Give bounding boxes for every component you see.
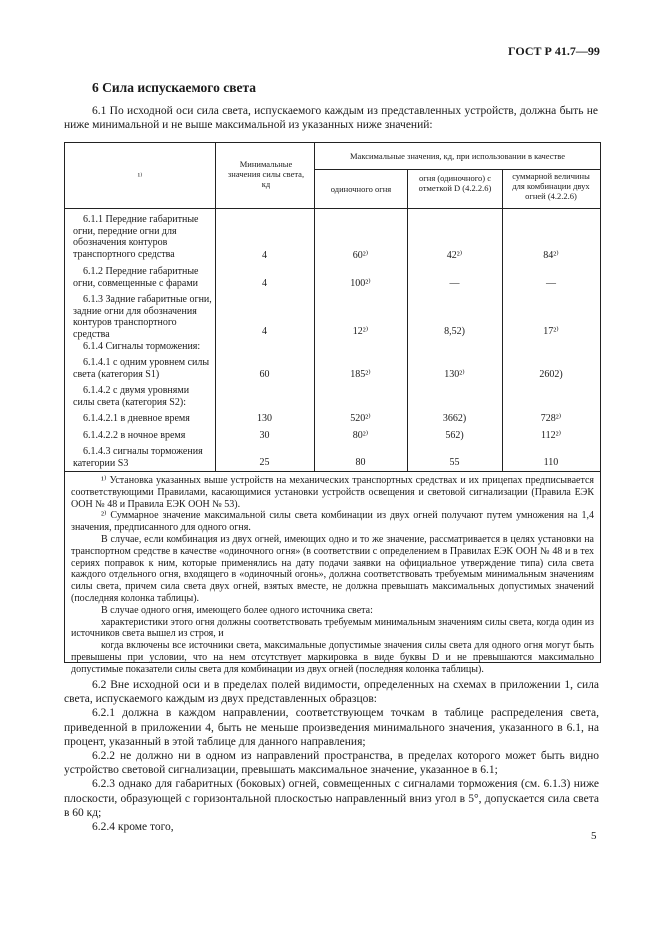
table-row-label: 6.1.4.2 с двумя уровнями силы света (категория S2): xyxy=(73,385,190,408)
table-cell: 17²⁾ xyxy=(543,326,559,337)
single-header: одиночного огня xyxy=(330,184,392,194)
footnote-2: ²⁾ Суммарное значение максимальной силы света комбинации из двух огней получают путем умножения на 1,4 значения, предписанного для одного огня. xyxy=(71,510,594,534)
table-row-label: 6.1.4.2.1 в дневное время xyxy=(83,413,190,424)
footnote-ref-header: ¹⁾ xyxy=(137,171,143,181)
table-cell: 112²⁾ xyxy=(540,430,562,441)
table-cell: 80 xyxy=(355,457,366,468)
standard-code: ГОСТ Р 41.7—99 xyxy=(508,44,600,58)
table-row-label: 6.1.4.2.2 в ночное время xyxy=(83,430,186,441)
table-row-label: 6.1.1 Передние габаритные огни, передние огни для обозначения контуров транспортного средства xyxy=(73,214,199,260)
note-paragraph: В случае одного огня, имеющего более одного источника света: xyxy=(101,604,373,616)
table-cell: 60 xyxy=(259,369,270,380)
intro-paragraph: 6.1 По исходной оси сила света, испускаемого каждым из представленных устройств, должна быть не ниже минимальной и не выше максимальной из указанных ниже значений: xyxy=(64,105,598,131)
d-header: огня (одиночного) с отметкой D (4.2.2.6) xyxy=(418,173,492,193)
table-cell: 130²⁾ xyxy=(444,369,465,380)
table-row-label: 6.1.3 Задние габаритные огни, задние огни для обозначения контуров транспортного средства xyxy=(73,294,212,340)
table-cell: 562) xyxy=(445,430,464,441)
table-row-label: 6.1.4 Сигналы торможения: xyxy=(83,341,201,352)
table-notes xyxy=(64,470,601,675)
table-cell: 12²⁾ xyxy=(352,326,369,337)
table-row-label: 6.1.4.1 с одним уровнем силы света (категория S1) xyxy=(73,357,210,380)
table-row-label: 6.1.4.3 сигналы торможения категории S3 xyxy=(73,446,203,469)
max-header: Максимальные значения, кд, при использовании в качестве xyxy=(349,151,566,161)
table-cell: 520²⁾ xyxy=(350,413,371,424)
table-cell: 2602) xyxy=(539,369,563,380)
paragraph: 6.2.1 должна в каждом направлении, соответствующем точкам в таблице распределения света, приведенной в приложении 4, быть не меньше произведения минимального значения, указанного в 6.1, на процент, указанный в этой таблице для данного направления; xyxy=(64,707,599,748)
table-cell: 60²⁾ xyxy=(352,250,369,261)
table-cell: 185²⁾ xyxy=(350,369,371,380)
table-cell: 8,52) xyxy=(444,326,465,337)
table-cell: — xyxy=(546,278,556,289)
intensity-table xyxy=(64,142,601,472)
table-cell: 728²⁾ xyxy=(540,413,562,424)
table-cell: 4 xyxy=(262,250,267,261)
note-paragraph: когда включены все источники света, максимальные допустимые значения силы света для одного огня могут быть превышены при условии, что на нем отсутствует маркировка в виде буквы D и не превышаются максимально допустимые показатели силы света для комбинации из двух огней (последняя колонка таблицы). xyxy=(71,640,594,675)
note-paragraph: В случае, если комбинация из двух огней, имеющих одно и то же значение, рассматривается в целях установки на транспортном средстве в качестве «одиночного огня» (в соответствии с определением в Правилах ЕЭК ООН № 48 и в тех сериях поправок к ним, которые применялись на дату подачи заявки на официальное утверждение типа) сила света каждого отдельного огня, входящего в «одиночный огонь», должна соответствовать требуемым минимальным значениям силы света, причем сила света двух огней, взятых вместе, не должна превышать максимальных допустимых значений (последняя колонка таблицы). xyxy=(71,533,594,604)
paragraph: 6.2 Вне исходной оси и в пределах полей видимости, определенных на схемах в приложении 1, сила света, испускаемого каждым из двух представленных образцов: xyxy=(64,679,599,706)
table-cell: 110 xyxy=(543,457,559,468)
min-header: Минимальные значения силы света, кд xyxy=(227,159,305,189)
note-paragraph: характеристики этого огня должны соответствовать требуемым минимальным значениям силы света, когда один из источников света вышел из строя, и xyxy=(71,616,594,640)
sum-header: суммарной величины для комбинации двух огней (4.2.2.6) xyxy=(512,171,590,201)
table-cell: 84²⁾ xyxy=(543,250,559,261)
section-title: 6 Сила испускаемого света xyxy=(92,80,257,95)
paragraph: 6.2.2 не должно ни в одном из направлений пространства, в пределах которого может быть видно устройство световой сигнализации, превышать максимальное значение, указанное в 6.1; xyxy=(64,750,599,777)
page-number: 5 xyxy=(591,830,597,842)
table-cell: 30 xyxy=(259,430,270,441)
paragraph: 6.2.3 однако для габаритных (боковых) огней, совмещенных с сигналами торможения (см. 6.1.3) ниже плоскости, образующей с горизонтальной плоскостью направленный вниз угол в 5°, допускается сила света в 60 кд; xyxy=(64,778,599,819)
table-cell: 100²⁾ xyxy=(350,278,371,289)
table-cell: 4 xyxy=(262,326,267,337)
table-cell: 130 xyxy=(257,413,272,424)
table-cell: — xyxy=(449,278,460,289)
table-cell: 25 xyxy=(259,457,270,468)
table-cell: 4 xyxy=(262,278,267,289)
table-cell: 80²⁾ xyxy=(352,430,369,441)
table-cell: 42²⁾ xyxy=(446,250,463,261)
table-row-label: 6.1.2 Передние габаритные огни, совмещенные с фарами xyxy=(73,266,199,289)
body-text xyxy=(64,678,599,834)
table-cell: 3662) xyxy=(442,413,467,424)
footnote-1: ¹⁾ Установка указанных выше устройств на механических транспортных средствах и их прицепах предписывается соответствующими Правилами, касающимися установки устройств освещения и световой сигнализации (Правила ЕЭК ООН № 48 и Правила ЕЭК ООН № 53). xyxy=(71,475,594,510)
table-cell: 55 xyxy=(449,457,460,468)
paragraph: 6.2.4 кроме того, xyxy=(92,821,174,834)
